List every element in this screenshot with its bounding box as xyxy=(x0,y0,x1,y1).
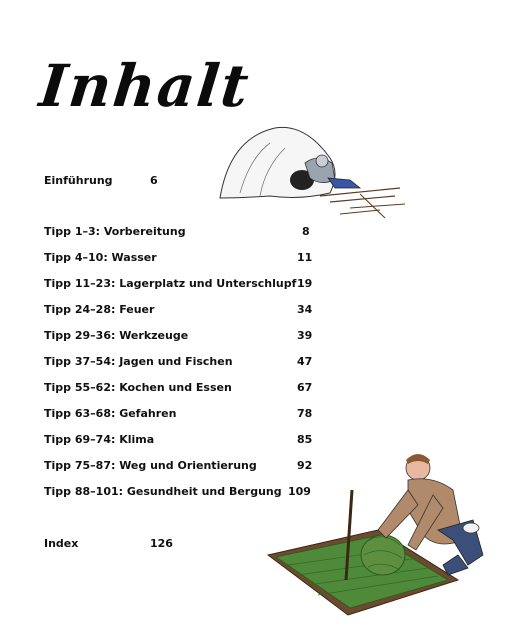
toc-page: 109 xyxy=(288,485,311,498)
toc-label: Tipp 11–23: Lagerplatz und Unterschlupf xyxy=(44,277,297,290)
toc-label: Tipp 29–36: Werkzeuge xyxy=(44,329,189,342)
toc-label: Index xyxy=(44,537,79,550)
page-title: Inhalt xyxy=(36,52,254,120)
toc-page: 34 xyxy=(297,303,313,316)
toc-label: Tipp 63–68: Gefahren xyxy=(44,407,177,420)
toc-label: Tipp 55–62: Kochen und Essen xyxy=(44,381,232,394)
toc-page: 19 xyxy=(297,277,313,290)
toc-entry[interactable] xyxy=(44,251,314,265)
toc-entry[interactable] xyxy=(44,381,314,395)
toc-page: 78 xyxy=(297,407,313,420)
toc-entry[interactable] xyxy=(44,407,314,421)
toc-entry[interactable] xyxy=(44,303,314,317)
toc-entry[interactable] xyxy=(44,225,314,239)
toc-label: Tipp 69–74: Klima xyxy=(44,433,155,446)
toc-page: 67 xyxy=(297,381,313,394)
toc-label: Tipp 75–87: Weg und Orientierung xyxy=(44,459,257,472)
toc-intro[interactable] xyxy=(44,174,174,188)
toc-label: Tipp 1–3: Vorbereitung xyxy=(44,225,186,238)
toc-page: 92 xyxy=(297,459,313,472)
toc-page: 8 xyxy=(302,225,310,238)
toc-page: 39 xyxy=(297,329,313,342)
toc-page: 126 xyxy=(150,537,173,550)
toc-entry[interactable] xyxy=(44,355,314,369)
toc-label: Tipp 24–28: Feuer xyxy=(44,303,155,316)
toc-entry[interactable] xyxy=(44,329,314,343)
toc-page: 47 xyxy=(297,355,313,368)
toc-index[interactable] xyxy=(44,537,184,551)
toc-label: Einführung xyxy=(44,174,113,187)
toc-page: 85 xyxy=(297,433,313,446)
toc-label: Tipp 4–10: Wasser xyxy=(44,251,157,264)
toc-label: Tipp 88–101: Gesundheit und Bergung xyxy=(44,485,282,498)
snow-shelter-illustration xyxy=(210,118,410,228)
toc-entry[interactable] xyxy=(44,277,314,291)
toc-page: 6 xyxy=(150,174,158,187)
toc-label: Tipp 37–54: Jagen und Fischen xyxy=(44,355,233,368)
man-building-shelter-illustration xyxy=(258,430,514,630)
toc-page: 11 xyxy=(297,251,313,264)
